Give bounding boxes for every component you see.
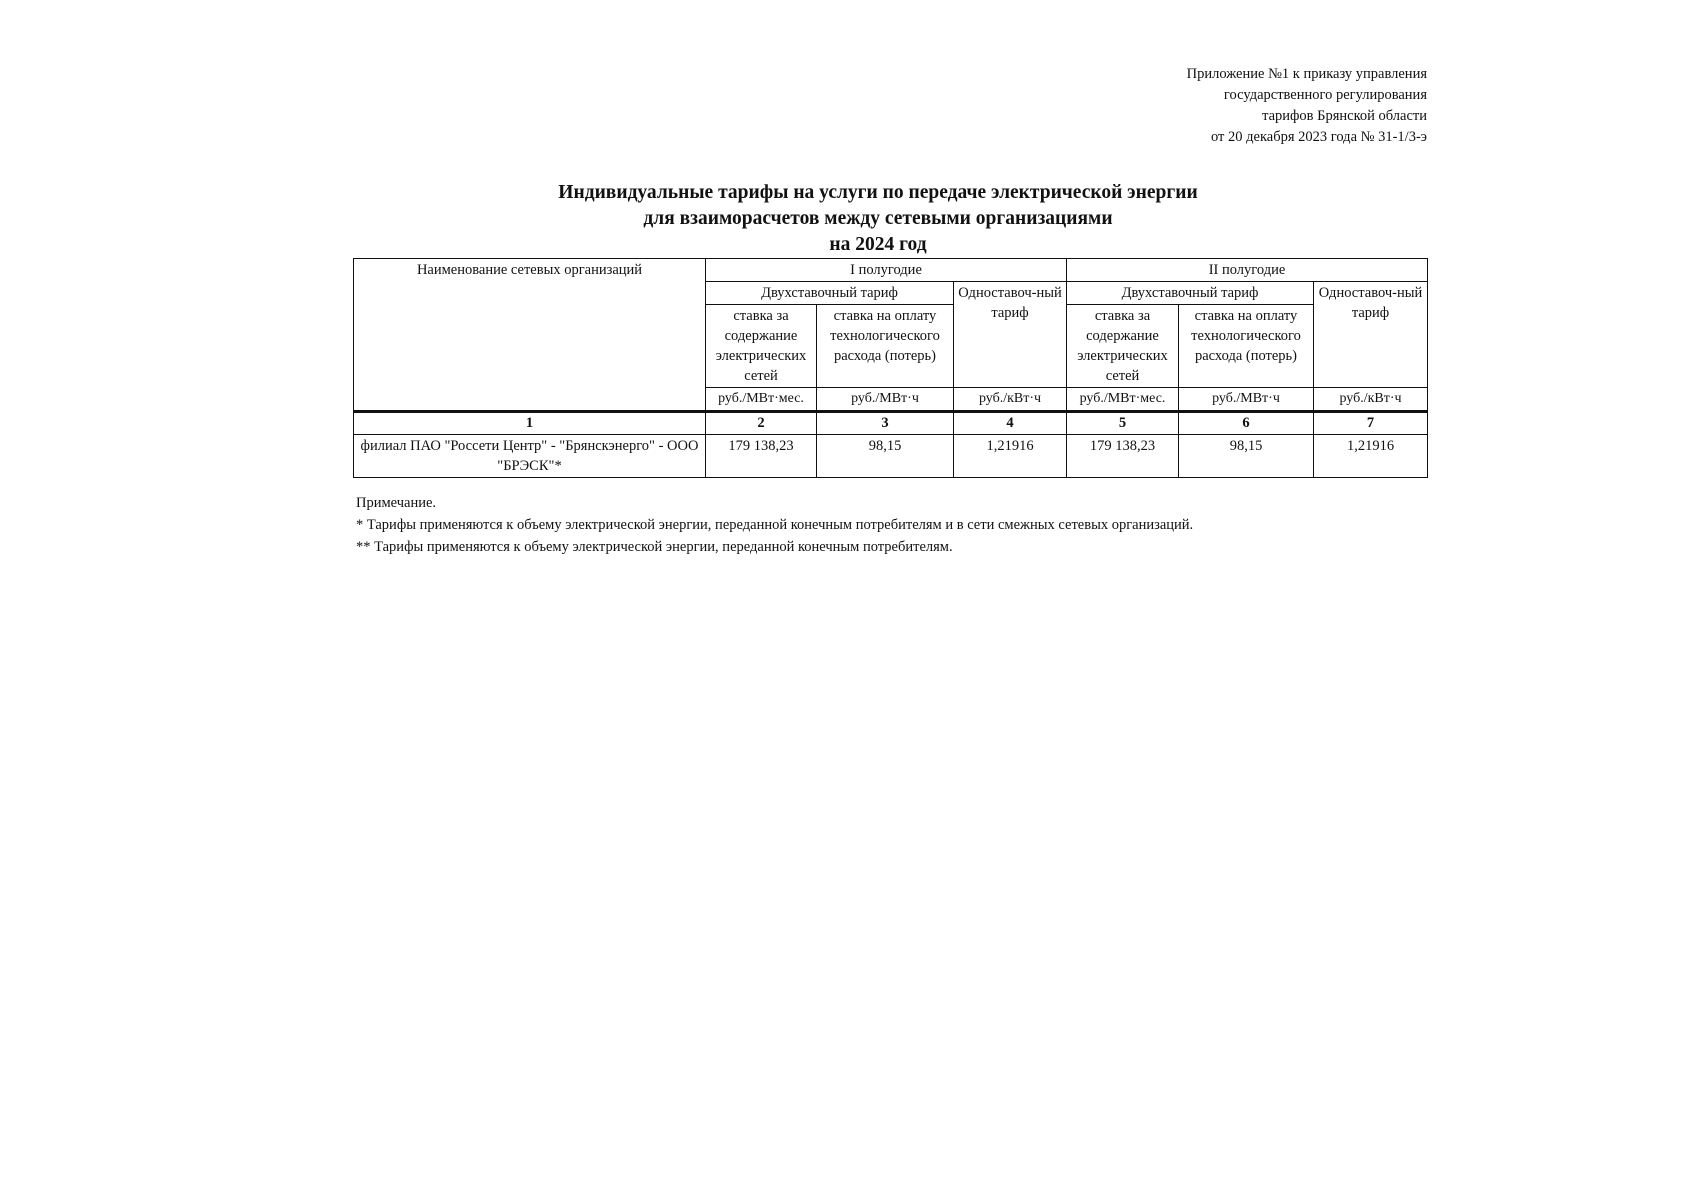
header-rate-maintenance-1: ставка за содержание электрических сетей — [706, 305, 817, 388]
appendix-line: государственного регулирования — [1223, 87, 1427, 103]
notes-section — [356, 492, 1193, 558]
column-number: 3 — [817, 412, 954, 435]
appendix-line: от 20 декабря 2023 года № 31-1/3-э — [1211, 129, 1427, 145]
column-number: 1 — [354, 412, 706, 435]
column-number: 7 — [1314, 412, 1428, 435]
header-one-rate-1: Одноставоч-ный тариф — [954, 282, 1067, 388]
h2-maintenance-value: 179 138,23 — [1067, 435, 1179, 478]
unit-one-rate-1: руб./кВт·ч — [954, 388, 1067, 412]
column-number: 2 — [706, 412, 817, 435]
header-two-rate-2: Двухставочный тариф — [1067, 282, 1314, 305]
appendix-line: Приложение №1 к приказу управления — [1186, 66, 1427, 82]
header-rate-maintenance-2: ставка за содержание электрических сетей — [1067, 305, 1179, 388]
h1-maintenance-value: 179 138,23 — [706, 435, 817, 478]
header-half-2: II полугодие — [1067, 259, 1428, 282]
header-rate-losses-1: ставка на оплату технологического расхода (потерь) — [817, 305, 954, 388]
tariff-table — [353, 258, 1428, 478]
column-number: 6 — [1179, 412, 1314, 435]
h1-losses-value: 98,15 — [817, 435, 954, 478]
column-number: 4 — [954, 412, 1067, 435]
appendix-line: тарифов Брянской области — [1262, 108, 1427, 124]
column-number-row — [354, 412, 1428, 435]
unit-one-rate-2: руб./кВт·ч — [1314, 388, 1428, 412]
column-number: 5 — [1067, 412, 1179, 435]
notes-heading: Примечание. — [356, 495, 437, 511]
appendix-header — [1187, 64, 1427, 148]
title-line-2: для взаиморасчетов между сетевыми организациями — [643, 208, 1113, 229]
note-2: ** Тарифы применяются к объему электрической энергии, переданной конечным потребителям. — [356, 539, 953, 555]
h2-one-rate-value: 1,21916 — [1314, 435, 1428, 478]
org-name-cell: филиал ПАО "Россети Центр" - "Брянскэнерго" - ООО "БРЭСК"* — [354, 435, 706, 478]
unit-maintenance-2: руб./МВт·мес. — [1067, 388, 1179, 412]
table-row — [354, 435, 1428, 478]
h2-losses-value: 98,15 — [1179, 435, 1314, 478]
unit-maintenance-1: руб./МВт·мес. — [706, 388, 817, 412]
unit-losses-1: руб./МВт·ч — [817, 388, 954, 412]
title-line-1: Индивидуальные тарифы на услуги по передаче электрической энергии — [558, 182, 1198, 203]
header-rate-losses-2: ставка на оплату технологического расхода (потерь) — [1179, 305, 1314, 388]
header-two-rate-1: Двухставочный тариф — [706, 282, 954, 305]
header-half-1: I полугодие — [706, 259, 1067, 282]
unit-losses-2: руб./МВт·ч — [1179, 388, 1314, 412]
h1-one-rate-value: 1,21916 — [954, 435, 1067, 478]
title-line-3: на 2024 год — [829, 234, 927, 255]
header-one-rate-2: Одноставоч-ный тариф — [1314, 282, 1428, 388]
document-title — [353, 180, 1403, 258]
header-org-name: Наименование сетевых организаций — [354, 259, 706, 412]
note-1: * Тарифы применяются к объему электрической энергии, переданной конечным потребителям и в сети смежных сетевых организаций. — [356, 517, 1194, 533]
